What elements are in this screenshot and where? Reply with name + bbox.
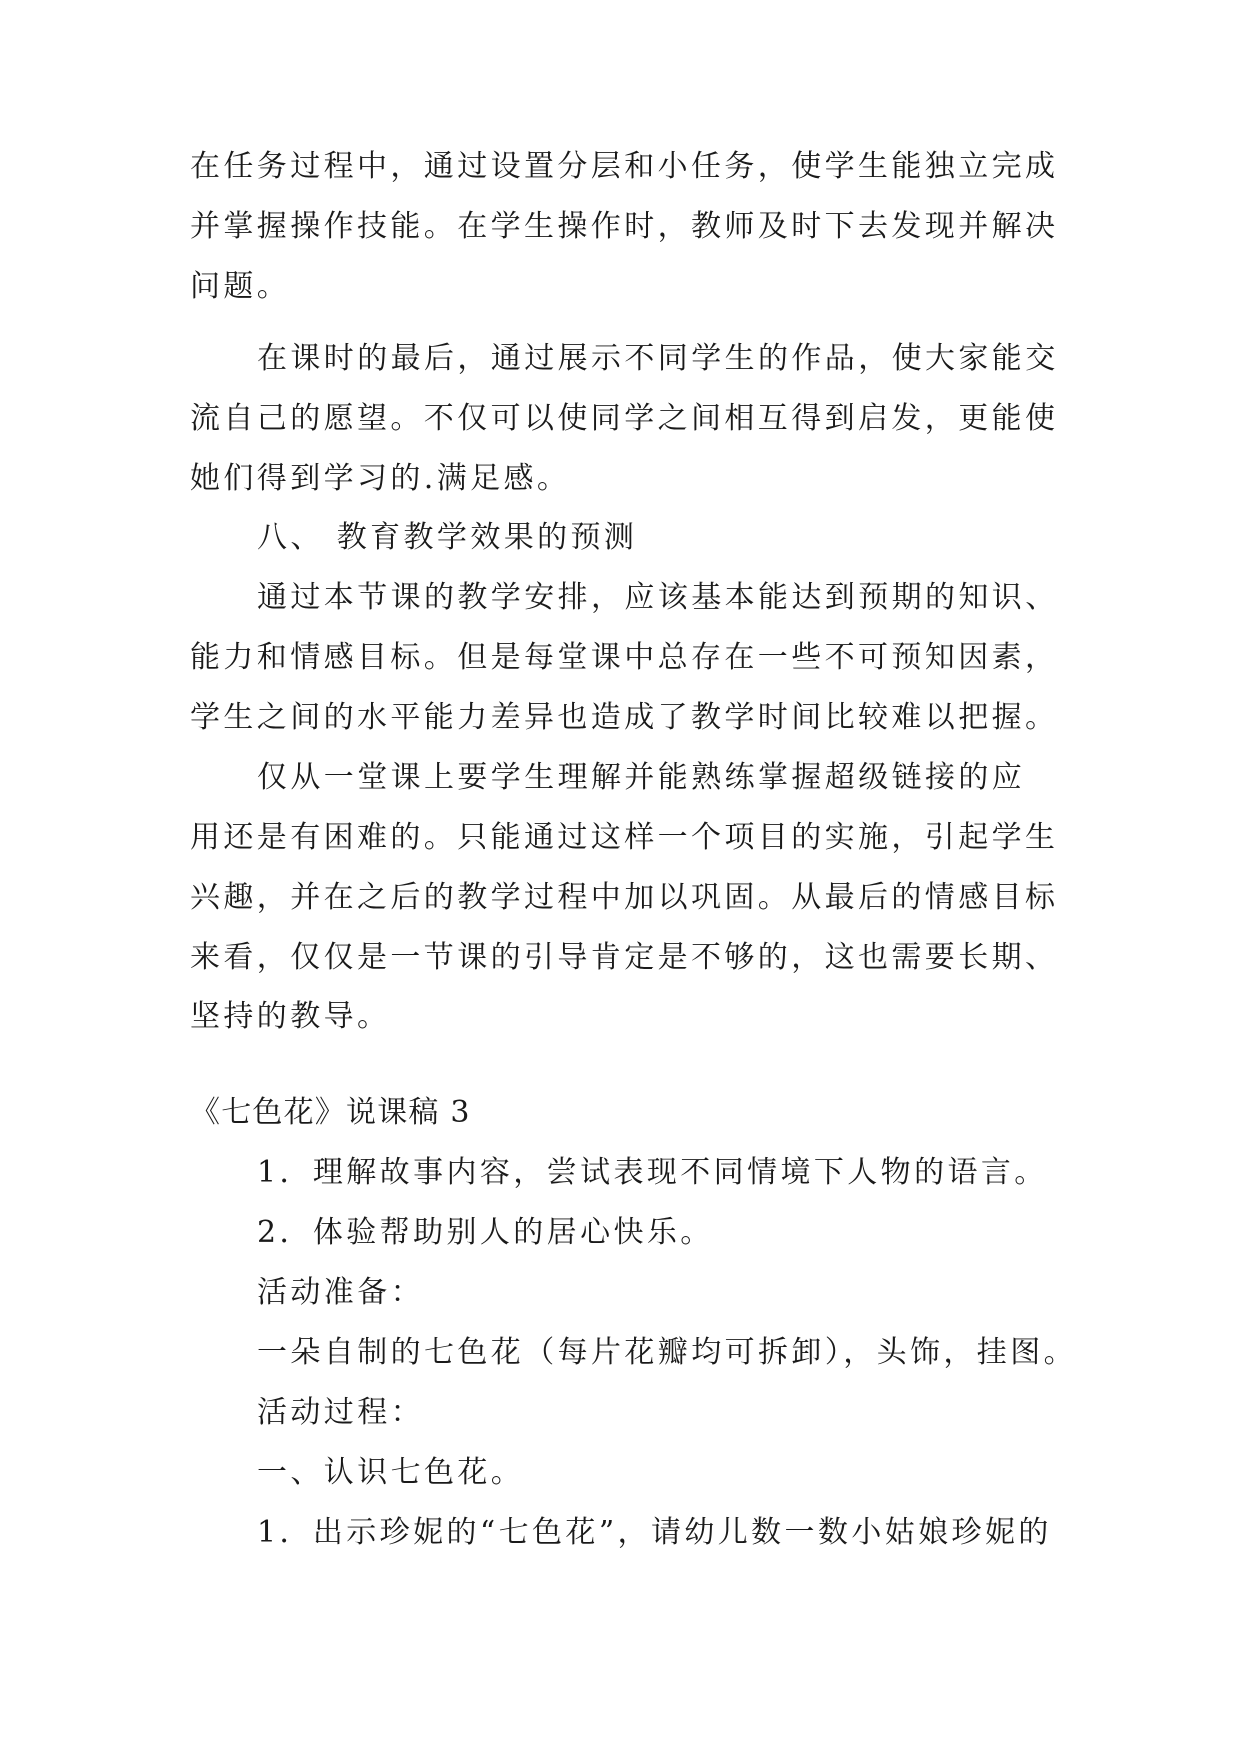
paragraph-line: 并掌握操作技能。在学生操作时，教师及时下去发现并解决: [190, 209, 1059, 244]
paragraph-line: 仅从一堂课上要学生理解并能熟练掌握超级链接的应: [257, 760, 1026, 795]
paragraph-line: 来看，仅仅是一节课的引导肯定是不够的，这也需要长期、: [190, 940, 1059, 975]
label-line: 活动准备：: [257, 1275, 424, 1310]
list-item: 2．体验帮助别人的居心快乐。: [257, 1215, 714, 1250]
paragraph-line: 在任务过程中，通过设置分层和小任务，使学生能独立完成: [190, 149, 1059, 184]
paragraph-line: 一朵自制的七色花（每片花瓣均可拆卸），头饰，挂图。: [257, 1335, 1077, 1370]
list-item: 1．出示珍妮的“七色花”，请幼儿数一数小姑娘珍妮的: [257, 1515, 1052, 1550]
section-heading: 八、 教育教学效果的预测: [257, 520, 638, 555]
paragraph-line: 在课时的最后，通过展示不同学生的作品，使大家能交: [257, 341, 1059, 376]
paragraph-line: 她们得到学习的.满足感。: [190, 461, 571, 496]
paragraph-line: 问题。: [190, 269, 291, 304]
label-line: 活动过程：: [257, 1395, 424, 1430]
paragraph-line: 通过本节课的教学安排，应该基本能达到预期的知识、: [257, 580, 1059, 615]
paragraph-line: 用还是有困难的。只能通过这样一个项目的实施，引起学生: [190, 820, 1059, 855]
document-title: 《七色花》说课稿 3: [190, 1095, 471, 1130]
paragraph-line: 学生之间的水平能力差异也造成了教学时间比较难以把握。: [190, 700, 1059, 735]
list-item: 一、认识七色花。: [257, 1455, 525, 1490]
paragraph-line: 流自己的愿望。不仅可以使同学之间相互得到启发，更能使: [190, 401, 1059, 436]
paragraph-line: 能力和情感目标。但是每堂课中总存在一些不可预知因素，: [190, 640, 1059, 675]
list-item: 1．理解故事内容，尝试表现不同情境下人物的语言。: [257, 1155, 1048, 1190]
paragraph-line: 兴趣，并在之后的教学过程中加以巩固。从最后的情感目标: [190, 880, 1059, 915]
paragraph-line: 坚持的教导。: [190, 999, 391, 1034]
